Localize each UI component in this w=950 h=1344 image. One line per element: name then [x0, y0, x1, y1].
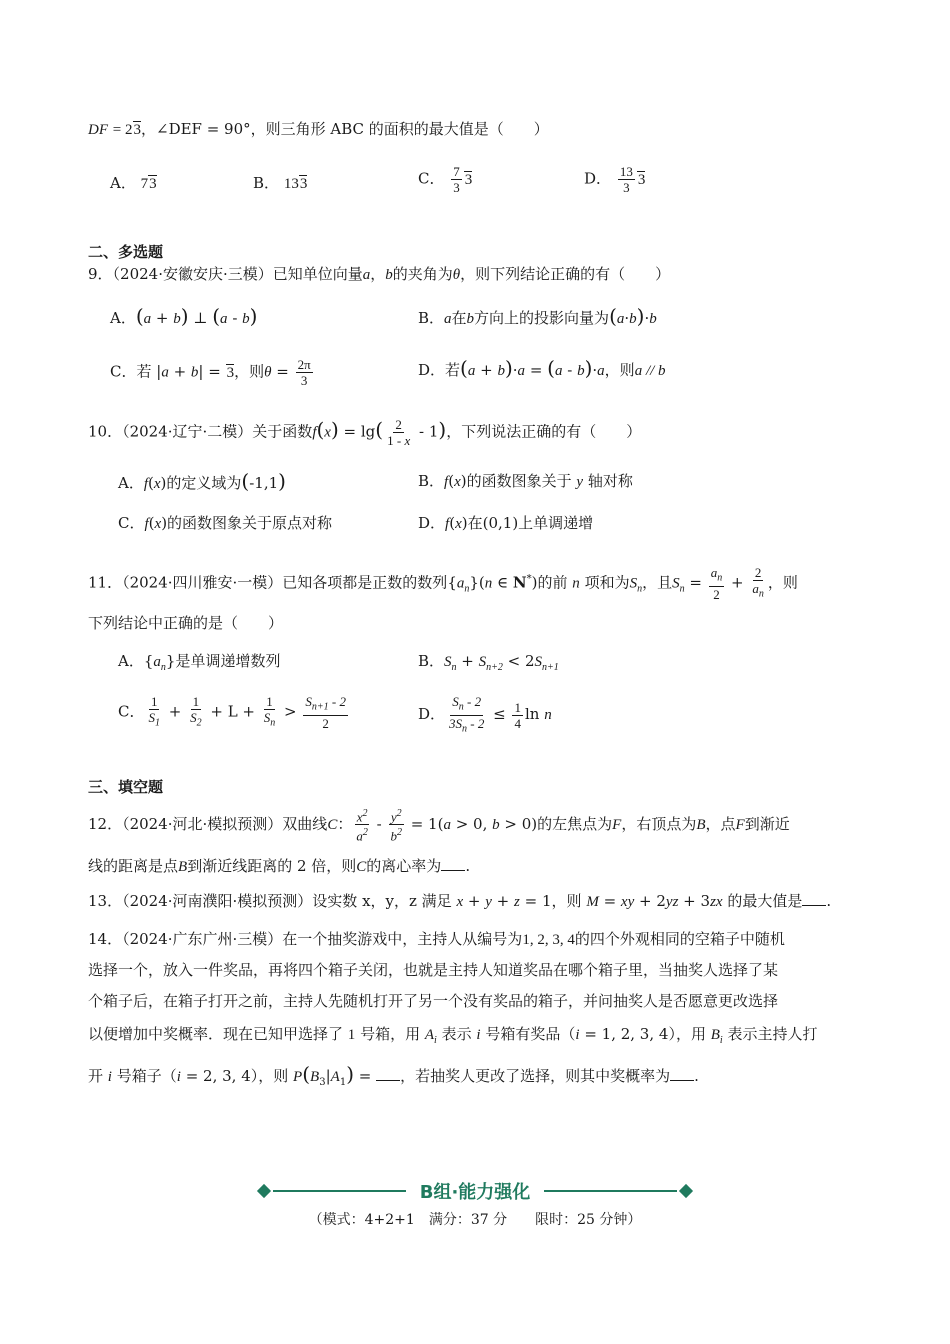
q11-option-b: B．$S_n + S_{n+2} < 2S_{n+1}$ — [418, 652, 559, 673]
q9-option-c: C．若 |a + b| = 3，则θ = $\frac{2\pi}{3}$ — [110, 357, 311, 388]
q13-stem: 13．（2024·河南濮阳·模拟预测）设实数 x，y，z 满足 x + y + z = 1，则 M = xy + 2yz + 3zx 的最大值是 . — [88, 892, 832, 910]
q10-option-a: A．f(x)的定义域为(-1,1) — [118, 469, 286, 493]
q9-option-d: D．若(a + b)·a = (a - b)·a，则a // b — [418, 356, 666, 380]
q8-stem: DF = 23，∠DEF = 90°，则三角形 ABC 的面积的最大值是（ ） — [88, 120, 549, 138]
q12-line2: 线的距离是点B到渐近线距离的 2 倍，则C的离心率为 . — [88, 857, 471, 875]
q8-option-c: C． $\frac{7}{3}$ 3 — [418, 164, 473, 195]
section-banner — [255, 1178, 695, 1204]
diamond-right-icon — [679, 1184, 693, 1198]
q11-line2: 下列结论中正确的是（ ） — [88, 614, 284, 632]
banner-subtitle: （模式：4+2+1 满分：37 分 限时：25 分钟） — [308, 1212, 642, 1228]
banner-line-right — [544, 1190, 677, 1192]
q8-option-b: B． 133 — [253, 174, 308, 192]
q10-option-c: C．f(x)的函数图象关于原点对称 — [118, 514, 333, 532]
section-fill-title: 三、填空题 — [88, 778, 164, 796]
q10-option-d: D．f(x)在(0,1)上单调递增 — [418, 514, 594, 532]
q14-line3: 个箱子后，在箱子打开之前，主持人先随机打开了另一个没有奖品的箱子，并问抽奖人是否愿意更改选择 — [88, 992, 779, 1010]
q12-stem: 12．（2024·河北·模拟预测）双曲线C： $\frac{x^2}{a^2}$ - $\frac{y^2}{b^2}$ = 1(a > 0, b > 0)的左焦点为F，右顶点为B，点F到渐近 — [88, 808, 790, 844]
q11-option-d: D． $\frac{S_n - 2}{3S_n - 2}$ ≤ $\frac{1}{4}$ ln n — [418, 694, 552, 735]
diamond-left-icon — [257, 1184, 271, 1198]
q14-line4: 以便增加中奖概率．现在已知甲选择了 1 号箱，用 $A_i$ 表示 i 号箱有奖品（i = 1, 2, 3, 4），用 $B_i$ 表示主持人打 — [88, 1025, 818, 1046]
q9-option-b: B．a在b方向上的投影向量为(a·b)·b — [418, 304, 657, 328]
q8-option-a: A． 73 — [110, 174, 157, 192]
q9-stem: 9．（2024·安徽安庆·三模）已知单位向量a，b的夹角为θ，则下列结论正确的有（ ） — [88, 265, 671, 283]
q14-line2: 选择一个，放入一件奖品，再将四个箱子关闭，也就是主持人知道奖品在哪个箱子里，当抽奖人选择了某 — [88, 961, 779, 979]
q10-stem: 10．（2024·辽宁·二模）关于函数f(x) = lg( $\frac{2}{1 - x}$ - 1)，下列说法正确的有（ ） — [88, 417, 642, 448]
q14-line1: 14．（2024·广东广州·三模）在一个抽奖游戏中，主持人从编号为1, 2, 3, 4的四个外观相同的空箱子中随机 — [88, 930, 785, 948]
banner-title: B组·能力强化 — [419, 1182, 531, 1203]
q8-option-d: D． $\frac{13}{3}$ 3 — [584, 164, 646, 195]
q11-option-a: A．$\{a_n\}$是单调递增数列 — [118, 652, 281, 673]
banner-line-left — [273, 1190, 406, 1192]
q11-option-c: C． $\frac{1}{S_1}$ + $\frac{1}{S_2}$ + L + $\frac{1}{S_n}$ > $\frac{S_{n+1} - 2}{2}$ — [118, 694, 346, 731]
q11-stem: 11．（2024·四川雅安·一模）已知各项都是正数的数列$\{a_n\}(n$ ∈ N*)的前 n 项和为$S_n$，且$S_n$ = $\frac{a_n}{2}$ + $\frac{2}{a_n}$ ，则 — [88, 565, 798, 602]
q14-line5: 开 i 号箱子（i = 2, 3, 4），则 $P(B_3|A_1)$ = ，若抽奖人更改了选择，则其中奖概率为 . — [88, 1062, 699, 1088]
q9-option-a: A．(a + b) ⊥ (a - b) — [110, 304, 258, 328]
q10-option-b: B．f(x)的函数图象关于 y 轴对称 — [418, 472, 633, 490]
section-multi-title: 二、多选题 — [88, 243, 164, 261]
